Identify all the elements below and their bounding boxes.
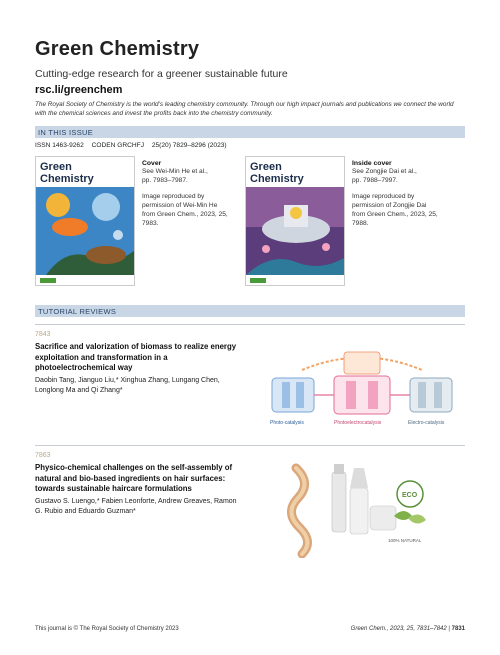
cover-credit: 7983. [142, 219, 159, 227]
inside-cover-see-link[interactable]: See Zongjie Dai et al., [352, 168, 417, 176]
section-heading-tutorial-reviews: TUTORIAL REVIEWS [35, 305, 465, 317]
rsc-description: The Royal Society of Chemistry is the world’s leading chemistry community. Through our high impact journals and publications we connect the world with the chemical sciences and invest the profits back into the chemistry community. [35, 101, 454, 118]
natural-label: 100% NATURAL [388, 538, 422, 543]
cover-credit: Image reproduced by [142, 192, 205, 200]
photoelectrocatalysis-figure [262, 340, 462, 430]
cover-label: Cover [142, 160, 162, 167]
eco-badge: ECO [402, 492, 418, 499]
inside-cover-label: Inside cover [352, 160, 392, 167]
figure-label-photo: Photo-catalysis [270, 420, 304, 426]
footer-citation [351, 626, 465, 632]
inside-cover-caption [352, 159, 442, 229]
inside-cover-credit: permission of Zongjie Dai [352, 201, 427, 209]
article-title[interactable]: Sacrifice and valorization of biomass to realize energy exploitation and transformation in a photoelectrochemical way [35, 342, 237, 373]
journal-title: Green Chemistry [35, 38, 200, 60]
footer-separator: | [448, 626, 452, 632]
journal-tagline: Cutting-edge research for a greener sustainable future [35, 68, 288, 80]
article-page-number[interactable]: 7843 [35, 331, 51, 338]
page-number: 7831 [451, 626, 465, 632]
divider [35, 445, 465, 446]
inside-cover-credit: 7988. [352, 219, 369, 227]
journal-url-link[interactable]: rsc.li/greenchem [35, 84, 123, 96]
article-page-number[interactable]: 7863 [35, 452, 51, 459]
inside-cover-credit: Image reproduced by [352, 192, 415, 200]
article-authors: Daobin Tang, Jianguo Liu,* Xinghua Zhang, Lungang Chen, Longlong Ma and Qi Zhang* [35, 377, 220, 394]
cover-pages: pp. 7983–7987. [142, 177, 188, 185]
figure-label-pec: Photoelectrocatalysis [334, 420, 382, 426]
divider [35, 324, 465, 325]
cover-word-1: Green [40, 161, 72, 173]
cover-credit: from Green Chem., 2023, 25, [142, 210, 228, 218]
figure-label-electro: Electro-catalysis [408, 420, 445, 426]
article-authors: Gustavo S. Luengo,* Fabien Leonforte, Andrew Greaves, Ramon G. Rubio and Eduardo Guzman* [35, 498, 237, 515]
cover-image[interactable] [35, 156, 135, 286]
cover-caption [142, 159, 232, 229]
cover-word-2: Chemistry [40, 173, 94, 185]
article-title[interactable]: Physico-chemical challenges on the self-assembly of natural and bio-based ingredients on hair surfaces: towards sustainable haircare formulations [35, 463, 233, 494]
cover-see-link[interactable]: See Wei-Min He et al., [142, 168, 208, 176]
inside-cover-pages: pp. 7988–7997. [352, 177, 398, 185]
cover-credit: permission of Wei-Min He [142, 201, 218, 209]
issn: ISSN 1463-9262 [35, 142, 84, 149]
article-graphical-abstract [262, 340, 462, 435]
inside-cover-illustration [246, 157, 345, 286]
section-heading-in-this-issue: IN THIS ISSUE [35, 126, 465, 138]
haircare-figure [282, 458, 432, 558]
inside-cover-credit: from Green Chem., 2023, 25, [352, 210, 438, 218]
footer-cite: Green Chem., 2023, 25, 7831–7842 [350, 626, 447, 632]
footer-copyright: This journal is © The Royal Society of Chemistry 2023 [35, 626, 179, 632]
inside-cover-image[interactable] [245, 156, 345, 286]
inside-cover-word-1: Green [250, 161, 282, 173]
inside-cover-word-2: Chemistry [250, 173, 304, 185]
issn-line [35, 142, 233, 149]
article-graphical-abstract [282, 458, 432, 563]
cover-illustration [36, 157, 135, 286]
volume-info: 25(20) 7829–8296 (2023) [151, 142, 227, 149]
coden: CODEN GRCHFJ [91, 142, 144, 149]
